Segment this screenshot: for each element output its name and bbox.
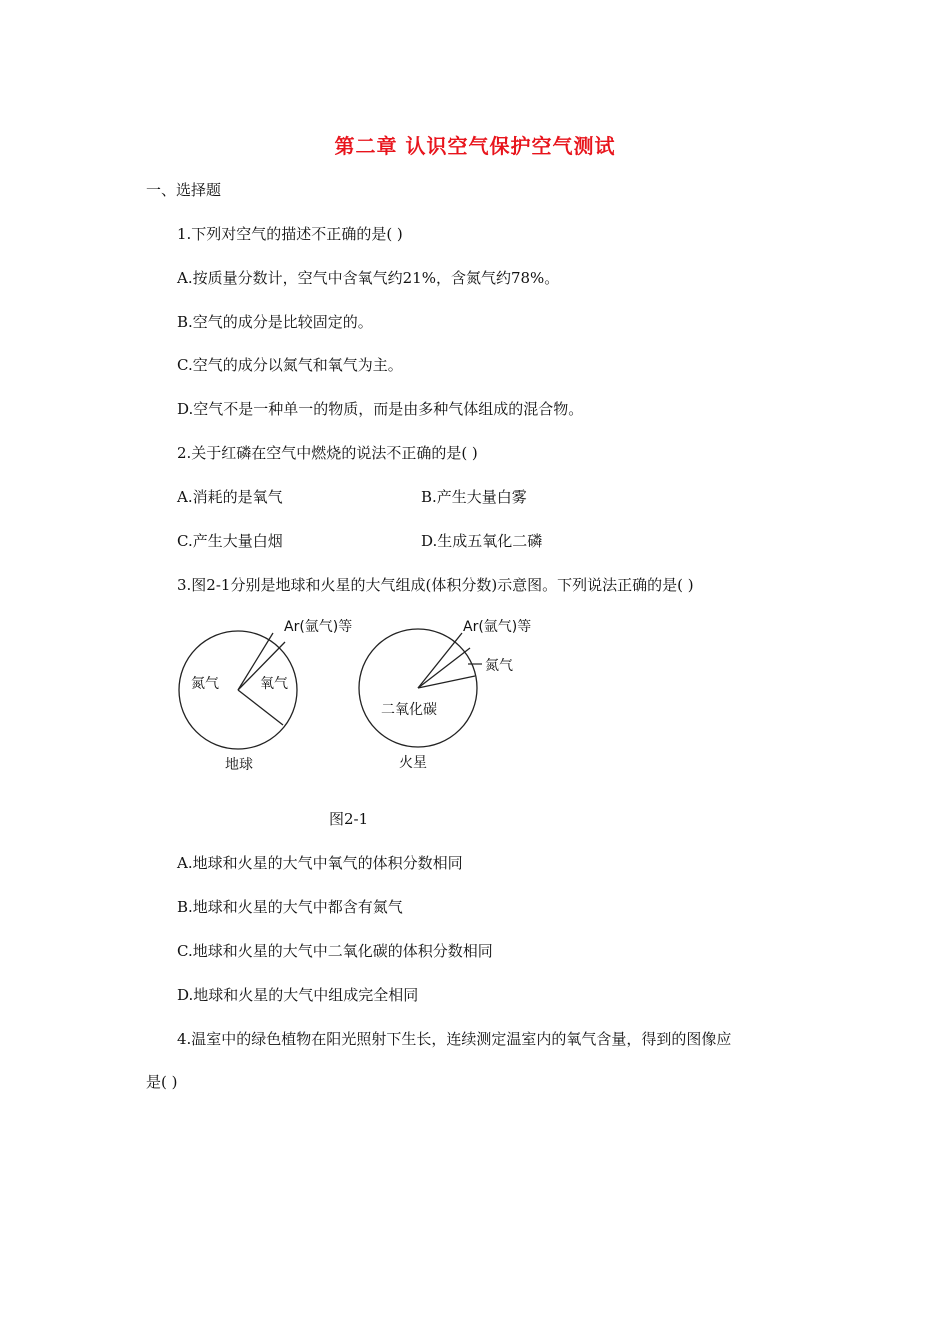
question-3-option-c: C.地球和火星的大气中二氧化碳的体积分数相同 — [177, 942, 493, 960]
question-4-stem-continued: 是( ) — [146, 1073, 178, 1091]
atmosphere-pie-figure — [0, 610, 950, 810]
question-1-option-b: B.空气的成分是比较固定的。 — [177, 313, 373, 331]
mars-label-ar: Ar(氩气)等 — [463, 619, 532, 635]
earth-line-3 — [238, 690, 283, 725]
mars-pie — [359, 619, 531, 771]
question-1-stem: 1.下列对空气的描述不正确的是( ) — [177, 225, 403, 243]
earth-pie — [179, 619, 352, 773]
question-3-stem: 3.图2-1分别是地球和火星的大气组成(体积分数)示意图。下列说法正确的是( ) — [177, 576, 694, 594]
earth-label-ar: Ar(氩气)等 — [284, 619, 353, 635]
question-2-option-c: C.产生大量白烟 — [177, 532, 283, 550]
question-1-option-a: A.按质量分数计，空气中含氧气约21%，含氮气约78%。 — [177, 269, 560, 287]
question-2-stem: 2.关于红磷在空气中燃烧的说法不正确的是( ) — [177, 444, 478, 462]
question-3-option-d: D.地球和火星的大气中组成完全相同 — [177, 986, 419, 1004]
figure-caption: 图2-1 — [329, 810, 369, 828]
mars-label-n2: 氮气 — [485, 658, 513, 674]
earth-label-o2: 氧气 — [260, 676, 288, 692]
question-4-stem: 4.温室中的绿色植物在阳光照射下生长，连续测定温室内的氧气含量，得到的图像应 — [177, 1030, 732, 1048]
question-3-option-b: B.地球和火星的大气中都含有氮气 — [177, 898, 403, 916]
earth-label-n2: 氮气 — [191, 676, 219, 692]
mars-label-co2: 二氧化碳 — [381, 702, 437, 718]
question-2-option-b: B.产生大量白雾 — [421, 488, 527, 506]
earth-name: 地球 — [225, 757, 253, 773]
question-1-option-c: C.空气的成分以氮气和氧气为主。 — [177, 356, 403, 374]
mars-name: 火星 — [399, 755, 427, 771]
question-1-option-d: D.空气不是一种单一的物质，而是由多种气体组成的混合物。 — [177, 400, 584, 418]
page-title: 第二章 认识空气保护空气测试 — [334, 134, 616, 158]
question-3-option-a: A.地球和火星的大气中氧气的体积分数相同 — [177, 854, 463, 872]
section-heading: 一、选择题 — [146, 181, 222, 199]
question-2-option-d: D.生成五氧化二磷 — [421, 532, 543, 550]
question-2-option-a: A.消耗的是氧气 — [177, 488, 283, 506]
